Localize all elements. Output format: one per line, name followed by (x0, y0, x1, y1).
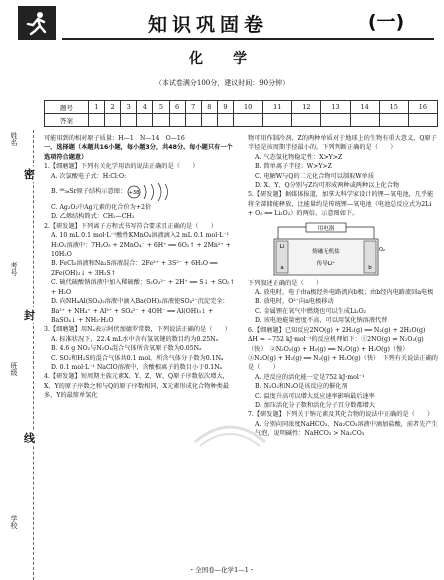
left-column (44, 134, 236, 401)
question-number: 16 (408, 101, 437, 114)
seal-mark-xian: 线 (24, 432, 35, 445)
load-label: 用电器 (317, 225, 335, 232)
electrolyte-label: 熔融无机盐 (312, 248, 340, 255)
section-heading: 一、选择题（本题共16小题，每小题3分，共48分。每小题只有一个选项符合题意） (44, 144, 233, 161)
q6-option-c: C. 温度升高可以增大反应速率影响最后速率 (255, 392, 375, 400)
seal-mark-feng: 封 (24, 309, 35, 322)
electrode-a-label: a (280, 264, 284, 271)
answer-cell[interactable] (292, 114, 321, 127)
answer-cell[interactable] (263, 114, 292, 127)
q4-option-b: B. 简单离子半径：W>Y>Z (255, 163, 332, 171)
question-number: 8 (201, 101, 217, 114)
question-5-stem: 下列叙述正确的是（ ） (248, 279, 323, 287)
paper-title: 知识巩固卷 (147, 14, 268, 36)
q3-option-c: C. SO₂和H₂S的混合气体共0.1 mol，所含气体分子数为0.1Nₐ (51, 354, 224, 362)
binding-strip (0, 130, 40, 580)
school-label: 学校 (10, 515, 18, 529)
question-number: 1 (88, 101, 104, 114)
question-number: 7 (185, 101, 201, 114)
answer-cell[interactable] (169, 114, 185, 127)
question-5: 5.【研发题】据媒体报道，加拿大科学家设计的锂—氧电池，几乎能将全部储能释放，比能量约是传统锂—氧电池（电池总反应式为2Li + O₂ ══ Li₂O₂）的两倍。示意图如下。 (248, 191, 434, 218)
q5-option-b: B. 放电时，O²⁻向a电极移动 (255, 298, 334, 306)
question-number: 15 (379, 101, 408, 114)
q6-option-b: B. N₂O₂和N₂O是该反应的催化剂 (255, 383, 348, 391)
q1-option-b-text: B. ⁸⁸₃₈Sr原子结构示意图： (51, 188, 127, 196)
question-number: 4 (137, 101, 153, 114)
answer-cell[interactable] (321, 114, 350, 127)
answer-cell[interactable] (201, 114, 217, 127)
right-column (248, 134, 438, 439)
q5-option-a: A. 放电时，电子由a极经外电路流向b极；由b经内电路流回a电极 (255, 289, 434, 297)
number-row-label: 题号 (45, 101, 89, 114)
question-number: 12 (292, 101, 321, 114)
paper-number: (一) (367, 11, 405, 33)
class-label: 班级 (10, 362, 18, 376)
answer-cell[interactable] (88, 114, 104, 127)
answer-cell[interactable] (408, 114, 437, 127)
header (18, 6, 434, 40)
answer-cell[interactable] (379, 114, 408, 127)
question-number: 6 (169, 101, 185, 114)
q3-option-b: B. 4.6 g NO₂与N₂O₄混合气体所含氧原子数为0.05Nₐ (51, 345, 202, 353)
answer-cell[interactable] (121, 114, 137, 127)
exam-note: （本试卷满分100分，建议时间：90分钟） (154, 79, 290, 87)
q2-option-d: D. 向NH₄Al(SO₄)₂溶液中滴入Ba(OH)₂溶液使SO₄²⁻沉淀完全：Ba²⁺ + NH₄⁺ + Al³⁺ + SO₄²⁻ + 4OH⁻ ══ Al(OH)₃↓ + BaSO₄↓ + NH₃·H₂O (51, 298, 229, 324)
name-field-label: 姓名 (10, 132, 18, 146)
atomic-masses: 可能用到的相对原子质量：H—1 N—14 O—16 (44, 135, 185, 142)
number-row (45, 101, 438, 114)
runner-logo-icon (18, 6, 56, 40)
question-number: 2 (105, 101, 121, 114)
question-3: 3.【细磨题】用Nₐ表示阿伏加德罗常数，下列说法正确的是（ ） (44, 326, 231, 334)
q6-option-d: D. 加压活化分子数和活化分子百分数都增大 (255, 401, 376, 409)
left-electrode-label: Li (279, 243, 285, 250)
page-footer: ・全国卷—化学1—1・ (188, 566, 256, 574)
question-number: 14 (350, 101, 379, 114)
q1-option-d: D. 乙烯结构简式：CH₂—CH₂ (51, 213, 135, 221)
subject-title: 化 学 (189, 51, 255, 67)
watermark-logo (190, 412, 270, 452)
electrode-b-label: b (368, 264, 372, 271)
question-4: 4.【研发题】短周期主族元素X、Y、Z、W、Q原子序数依次增大，X、Y的原子序数之和与Q的原子序数相同，X元素形成化合物种类最多，Y的最简单氢化 (44, 373, 230, 400)
question-7: 7.【研发题】下列关于钠元素及其化合物的说法中正确的是（ ） (248, 411, 434, 419)
binding-dashed-line (33, 130, 34, 580)
separator-label: 传导Li⁺ (316, 260, 336, 267)
question-number: 11 (263, 101, 292, 114)
question-number: 3 (121, 101, 137, 114)
svg-text:+38: +38 (128, 190, 140, 197)
question-6: 6.【细磨题】已知反应2NO(g) + 2H₂(g) ══ N₂(g) + 2H₂O(g) ΔH = −752 kJ·mol⁻¹的反应机理如下：①2NO(g) ⇌ N₂O₂(g)（快） ②N₂O₂(g) + H₂(g) ══ N₂O(g) + H₂O(g)（慢） ③N₂O(g) + H₂(g) ══ N₂(g) + H₂O(g)（快） 下列有关说法正确的是（ ） (248, 326, 438, 372)
answer-cell[interactable] (153, 114, 169, 127)
exam-number-label: 考号 (10, 262, 18, 276)
header-rule (62, 38, 434, 40)
answer-row (45, 114, 438, 127)
answer-cell[interactable] (350, 114, 379, 127)
q3-option-a: A. 标准状况下，22.4 mL水中含有氢氧键的数目约为0.25Nₐ (51, 335, 219, 343)
q2-option-b: B. FeCl₃溶液和Na₂S溶液混合：2Fe³⁺ + 3S²⁻ + 6H₂O ══ 2Fe(OH)₃↓ + 3H₂S↑ (51, 260, 218, 277)
right-electrode-label: O₂ (379, 246, 385, 253)
q3-option-d: D. 0.1 mol·L⁻¹ NaClO溶液中，含酸根离子的数目小于0.1Nₐ (51, 363, 222, 371)
answer-table (44, 100, 438, 127)
q2-option-c: C. 硫代硫酸钠溶液中加入稀硫酸：S₂O₃²⁻ + 2H⁺ ══ S↓ + SO₂↑ + H₂O (51, 279, 235, 296)
answer-cell[interactable] (185, 114, 201, 127)
question-4-cont: 物可用作制冷剂，Z的两种单质对于地球上的生物有重大意义，Q原子半径是该周期半径最小的。下列判断正确的是（ ） (248, 135, 437, 152)
q1-option-a: A. 次氯酸电子式：H:Cl:O: (51, 172, 127, 180)
q4-option-d: D. X、Y、Q分别与Z均可形成两种或两种以上化合物 (255, 182, 400, 190)
question-1: 1.【细磨题】下列有关化学用语的说法正确的是（ ） (44, 163, 199, 171)
q6-option-a: A. 逆反应的活化能一定是752 kJ·mol⁻¹ (255, 373, 365, 381)
q4-option-c: C. 电解W与Q的二元化合物可以制取W单质 (255, 172, 375, 180)
question-number: 9 (217, 101, 233, 114)
answer-row-label: 答案 (45, 114, 89, 127)
answer-cell[interactable] (234, 114, 263, 127)
question-number: 5 (153, 101, 169, 114)
question-2: 2.【研发题】下列离子方程式书写符合要求且正确的是（ ） (44, 222, 217, 230)
lithium-oxygen-cell-diagram (266, 221, 386, 277)
question-number: 10 (234, 101, 263, 114)
seal-mark-mi: 密 (24, 168, 35, 181)
answer-cell[interactable] (217, 114, 233, 127)
q7-option-a: A. 分别向同浓度NaHCO₃、Na₂CO₃溶液中滴加盐酸，前者先产生气泡，说明碱性：NaHCO₃ > Na₂CO₃ (255, 420, 438, 438)
q4-option-a: A. 气态氢化物稳定性：X>Y>Z (255, 153, 343, 161)
q2-option-a: A. 10 mL 0.1 mol·L⁻¹酸性KMnO₄溶液滴入2 mL 0.1 mol·L⁻¹ H₂O₂溶液中：7H₂O₂ + 2MnO₄⁻ + 6H⁺ ══ 6O₂↑ + 2Mn²⁺ + 10H₂O (51, 232, 231, 259)
q1-option-b (44, 181, 236, 203)
q5-option-c: C. 金属锂在氧气中燃烧也可以生成Li₂O₂ (255, 307, 367, 315)
q5-option-d: D. 该电池能量密度不高，可以用氢化钠溶液代替 (255, 317, 388, 325)
answer-cell[interactable] (137, 114, 153, 127)
question-number: 13 (321, 101, 350, 114)
answer-cell[interactable] (105, 114, 121, 127)
atom-structure-diagram (126, 181, 178, 203)
q1-option-c: C. Ag₂O₂中Ag元素的化合价为+2价 (51, 204, 152, 212)
